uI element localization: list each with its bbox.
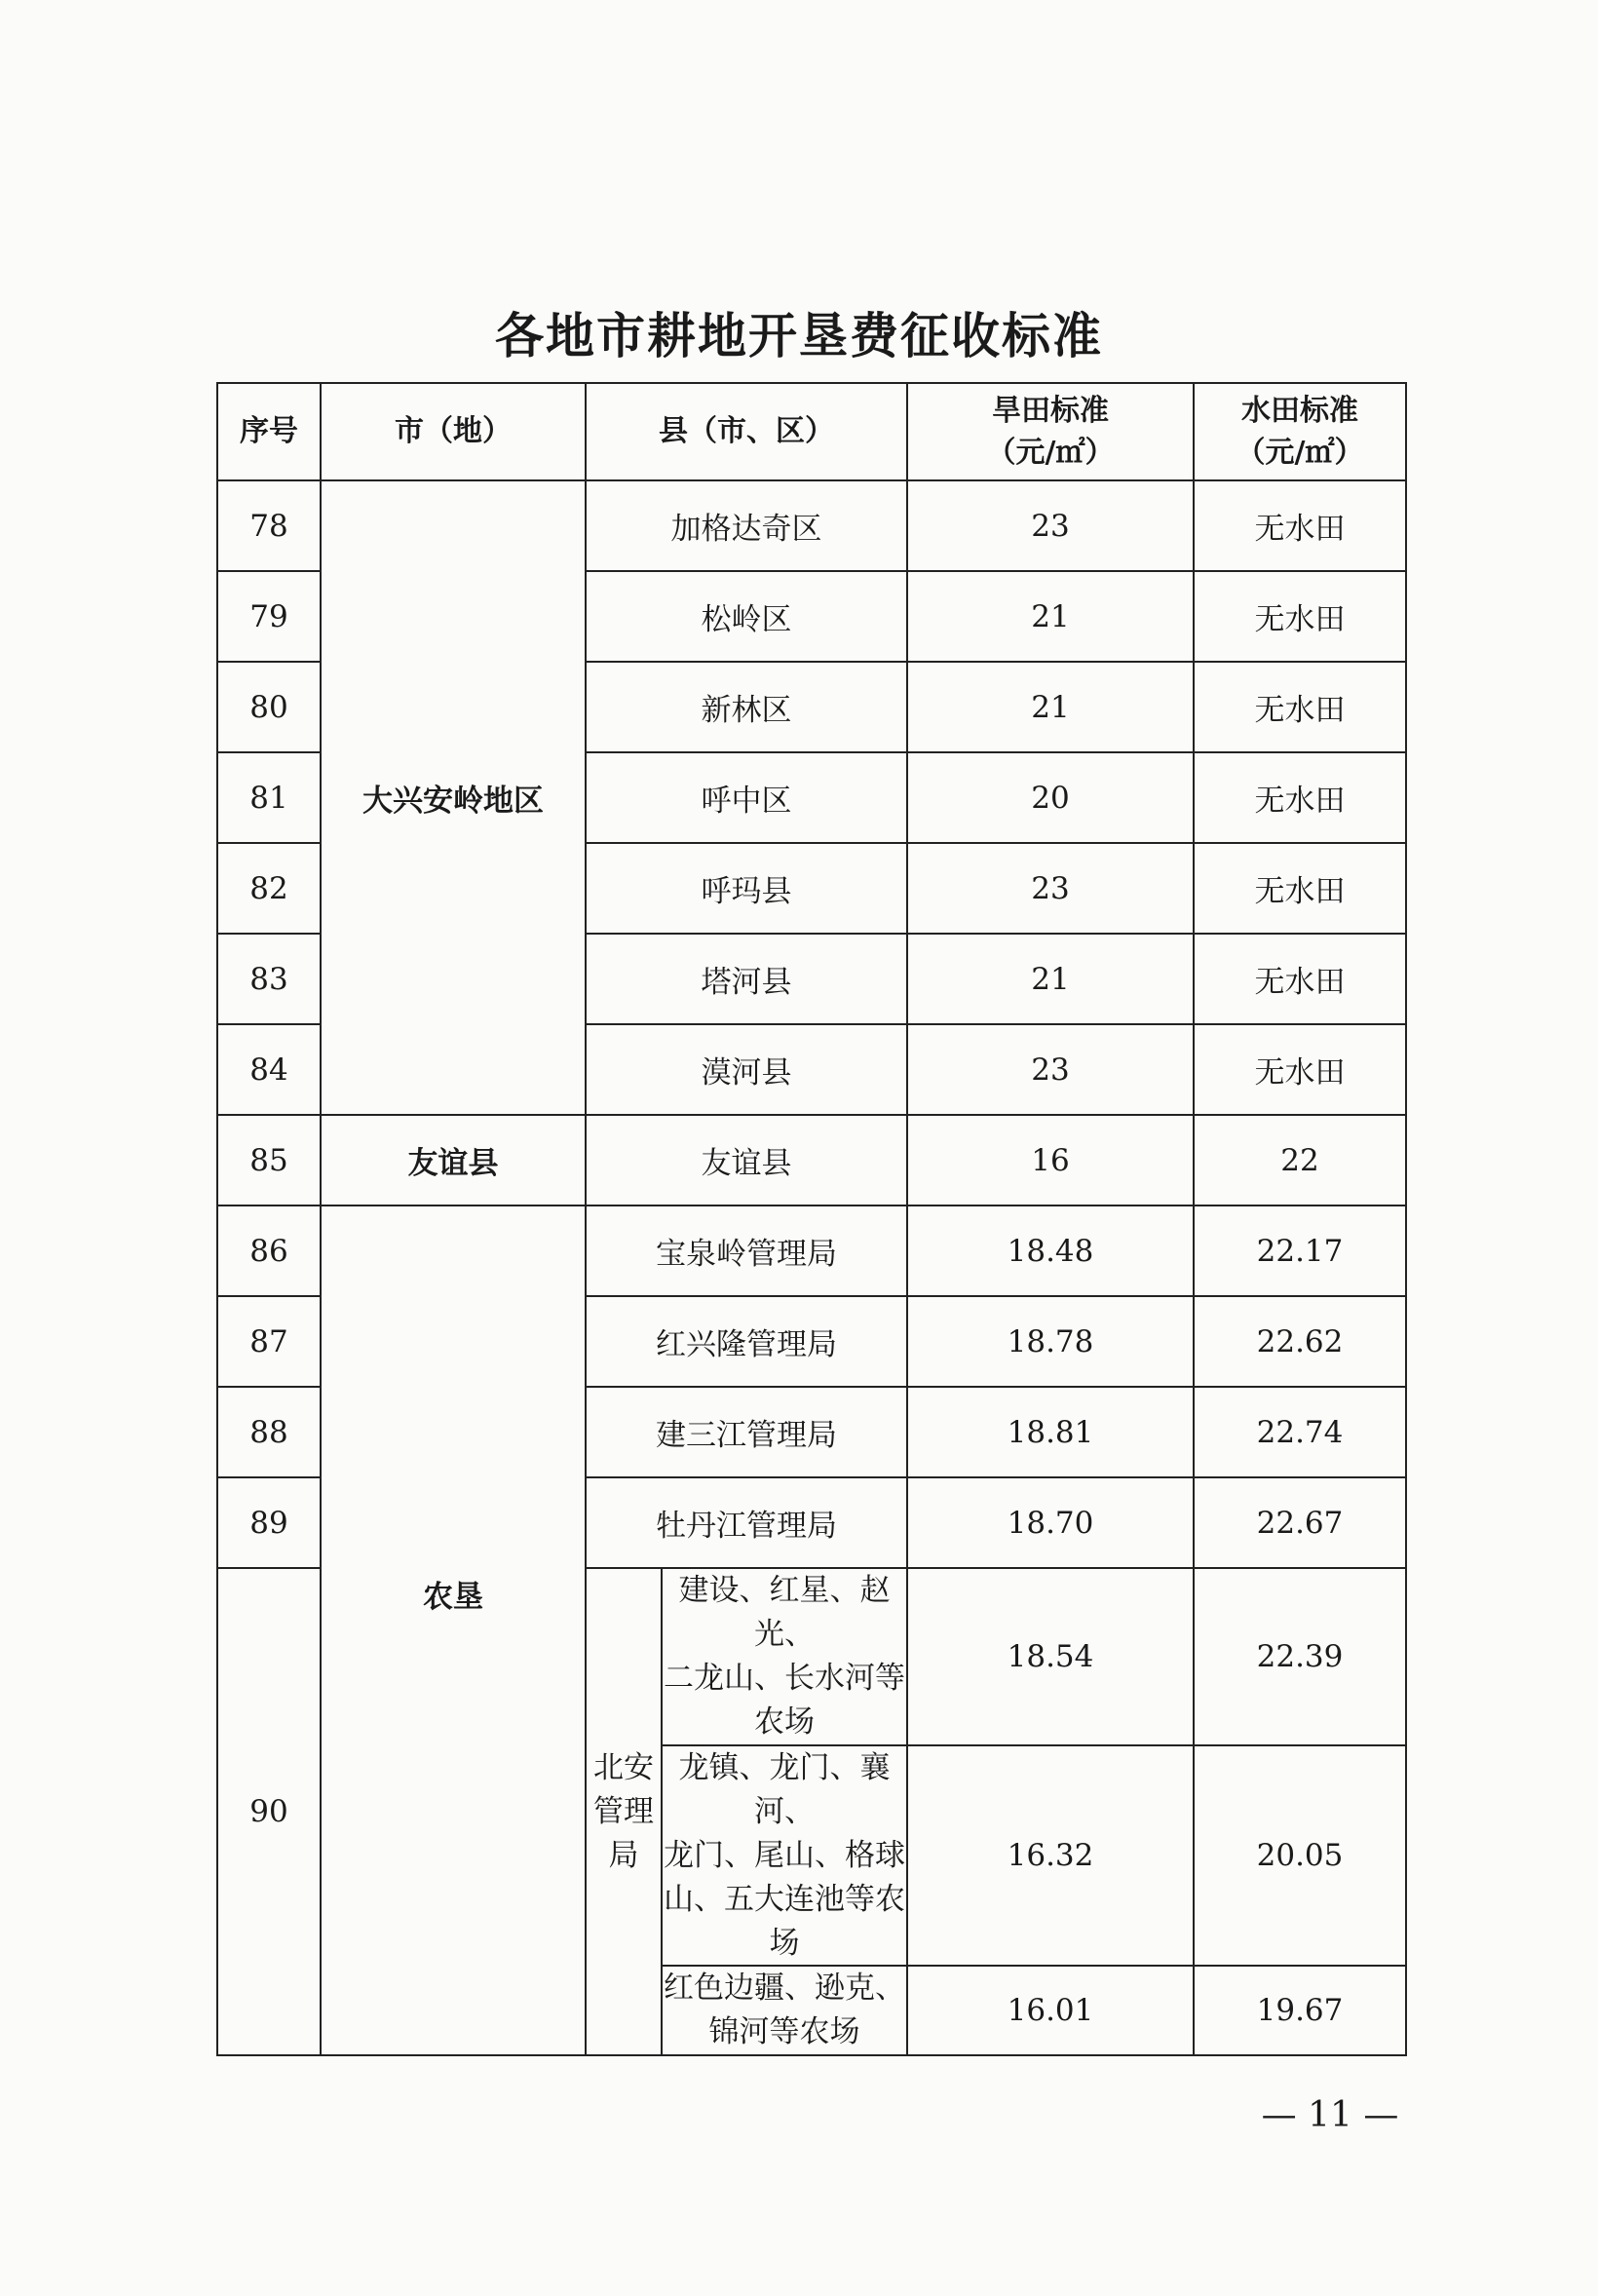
paddy-cell: 无水田 [1194, 662, 1406, 752]
paddy-cell: 19.67 [1194, 1966, 1406, 2055]
paddy-cell: 22.39 [1194, 1568, 1406, 1745]
header-county: 县（市、区） [586, 383, 907, 480]
header-paddy-line2: （元/㎡） [1236, 436, 1364, 470]
beian-line1: 北安 [593, 1749, 654, 1785]
county-cell: 加格达奇区 [586, 480, 907, 571]
county-cell: 漠河县 [586, 1024, 907, 1115]
table-header-row [217, 383, 1406, 480]
dry-cell: 21 [907, 571, 1194, 662]
fee-standard-table [216, 382, 1407, 2056]
table-row [217, 1115, 1406, 1205]
seq-cell: 85 [217, 1115, 321, 1205]
county-cell: 友谊县 [586, 1115, 907, 1205]
seq-cell: 82 [217, 843, 321, 934]
dry-cell: 23 [907, 843, 1194, 934]
seq-cell: 90 [217, 1568, 321, 2055]
table-row [217, 1205, 1406, 1296]
dry-cell: 18.81 [907, 1387, 1194, 1477]
paddy-cell: 22.62 [1194, 1296, 1406, 1387]
paddy-cell: 无水田 [1194, 843, 1406, 934]
paddy-cell: 22.17 [1194, 1205, 1406, 1296]
dry-cell: 18.70 [907, 1477, 1194, 1568]
farm-line: 建设、红星、赵光、 [678, 1573, 891, 1652]
farm-cell [662, 1568, 907, 1745]
city-cell-nongken: 农垦 [321, 1205, 586, 2055]
paddy-cell: 22.67 [1194, 1477, 1406, 1568]
paddy-cell: 20.05 [1194, 1745, 1406, 1967]
farm-line: 龙镇、龙门、襄河、 [678, 1749, 891, 1829]
dry-cell: 20 [907, 752, 1194, 843]
header-dry-line1: 旱田标准 [992, 393, 1109, 428]
county-cell: 建三江管理局 [586, 1387, 907, 1477]
paddy-cell: 无水田 [1194, 934, 1406, 1024]
county-cell: 新林区 [586, 662, 907, 752]
page-number: — 11 — [1261, 2095, 1399, 2135]
seq-cell: 78 [217, 480, 321, 571]
paddy-cell: 22.74 [1194, 1387, 1406, 1477]
seq-cell: 86 [217, 1205, 321, 1296]
dry-cell: 16.32 [907, 1745, 1194, 1967]
seq-cell: 83 [217, 934, 321, 1024]
paddy-cell: 22 [1194, 1115, 1406, 1205]
farm-line: 龙门、尾山、格球 [664, 1837, 905, 1873]
dry-cell: 16.01 [907, 1966, 1194, 2055]
farm-line: 山、五大连池等农 [664, 1881, 905, 1917]
dry-cell: 23 [907, 480, 1194, 571]
paddy-cell: 无水田 [1194, 1024, 1406, 1115]
county-cell: 呼中区 [586, 752, 907, 843]
dry-cell: 18.78 [907, 1296, 1194, 1387]
county-cell: 牡丹江管理局 [586, 1477, 907, 1568]
city-cell-youyi: 友谊县 [321, 1115, 586, 1205]
beian-line2: 管理 [593, 1793, 654, 1829]
farm-line: 锦河等农场 [708, 2014, 860, 2050]
paddy-cell: 无水田 [1194, 480, 1406, 571]
header-city: 市（地） [321, 383, 586, 480]
table-row [217, 480, 1406, 571]
dry-cell: 18.54 [907, 1568, 1194, 1745]
header-paddy-field [1194, 383, 1406, 480]
county-cell: 宝泉岭管理局 [586, 1205, 907, 1296]
header-seq: 序号 [217, 383, 321, 480]
dry-cell: 21 [907, 934, 1194, 1024]
farm-line: 场 [769, 1925, 800, 1961]
dry-cell: 23 [907, 1024, 1194, 1115]
seq-cell: 80 [217, 662, 321, 752]
city-cell-daxinganling: 大兴安岭地区 [321, 480, 586, 1115]
beian-line3: 局 [608, 1837, 639, 1873]
seq-cell: 81 [217, 752, 321, 843]
farm-cell [662, 1745, 907, 1967]
header-dry-line2: （元/㎡） [986, 436, 1115, 470]
farm-line: 农场 [754, 1703, 815, 1740]
county-cell: 松岭区 [586, 571, 907, 662]
dry-cell: 18.48 [907, 1205, 1194, 1296]
header-dry-field [907, 383, 1194, 480]
seq-cell: 88 [217, 1387, 321, 1477]
paddy-cell: 无水田 [1194, 752, 1406, 843]
seq-cell: 84 [217, 1024, 321, 1115]
beian-bureau-cell [586, 1568, 662, 2055]
page-title: 各地市耕地开垦费征收标准 [495, 308, 1103, 364]
county-cell: 红兴隆管理局 [586, 1296, 907, 1387]
seq-cell: 87 [217, 1296, 321, 1387]
dry-cell: 16 [907, 1115, 1194, 1205]
county-cell: 呼玛县 [586, 843, 907, 934]
seq-cell: 89 [217, 1477, 321, 1568]
seq-cell: 79 [217, 571, 321, 662]
paddy-cell: 无水田 [1194, 571, 1406, 662]
farm-line: 红色边疆、逊克、 [664, 1971, 905, 2007]
farm-line: 二龙山、长水河等 [664, 1660, 905, 1696]
county-cell: 塔河县 [586, 934, 907, 1024]
farm-cell [662, 1966, 907, 2055]
header-paddy-line1: 水田标准 [1241, 393, 1358, 428]
dry-cell: 21 [907, 662, 1194, 752]
